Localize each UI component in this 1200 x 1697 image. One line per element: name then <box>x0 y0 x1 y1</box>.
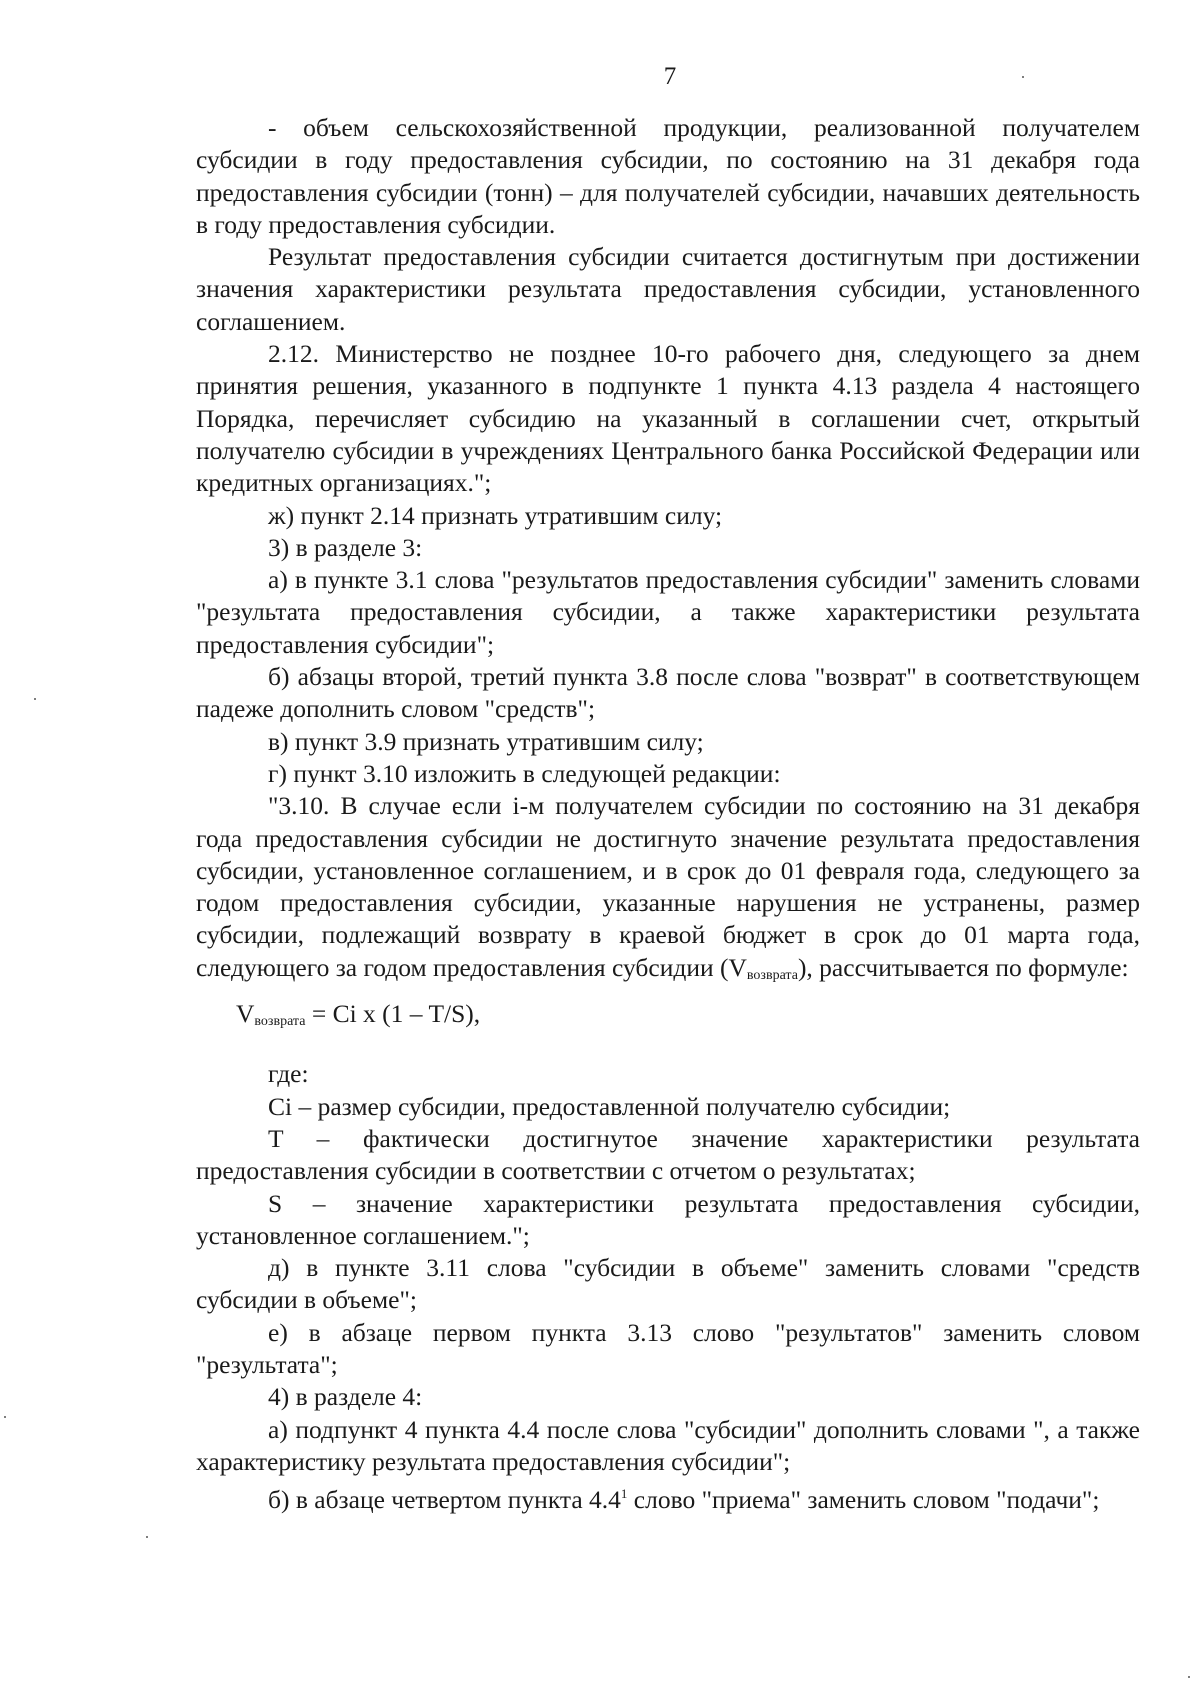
paragraph-3-10-text: "3.10. В случае если i-м получателем субсидии по состоянию на 31 декабря года предоставления субсидии не достигнуто значение результата предоставления субсидии, установленное соглашением, и в срок до 01 февраля года, следующего за годом предоставления субсидии, указанные нарушения не устранены, размер субсидии, подлежащий возврату в краевой бюджет в срок до 01 марта года, следующего за годом предоставления субсидии (V <box>196 791 1140 982</box>
paragraph-3e: е) в абзаце первом пункта 3.13 слово "результатов" заменить словом "результата"; <box>196 1317 1140 1379</box>
formula-rest: = Ci x (1 – T/S), <box>305 999 481 1029</box>
paragraph-result: Результат предоставления субсидии считается достигнутым при достижении значения характеристики результата предоставления субсидии, установленного соглашением. <box>196 242 1140 336</box>
paragraph-4b-after: слово "приема" заменить словом "подачи"; <box>627 1485 1100 1515</box>
paragraph-section-3: 3) в разделе 3: <box>268 532 423 562</box>
paragraph-t: T – фактически достигнутое значение характеристики результата предоставления субсидии в соответствии с отчетом о результатах; <box>196 1123 1140 1186</box>
paragraph-3-10 <box>196 790 1140 992</box>
paragraph-3v: в) пункт 3.9 признать утратившим силу; <box>268 726 704 756</box>
scan-speck <box>4 1416 6 1418</box>
paragraph-section-4: 4) в разделе 4: <box>268 1382 423 1412</box>
paragraph-3g: г) пункт 3.10 изложить в следующей редакции: <box>268 758 781 788</box>
paragraph-2-12: 2.12. Министерство не позднее 10-го рабочего дня, следующего за днем принятия решения, указанного в подпункте 1 пункта 4.13 раздела 4 настоящего Порядка, перечисляет субсидию на указанный в соглашении счет, открытый получателю субсидии в учреждениях Центрального банка Российской Федерации или кредитных организациях."; <box>196 339 1140 498</box>
paragraph-3a: а) в пункте 3.1 слова "результатов предоставления субсидии" заменить словами "результата предоставления субсидии, а также характеристики результата предоставления субсидии"; <box>196 565 1140 659</box>
superscript-1: 1 <box>620 1486 628 1502</box>
paragraph-where: где: <box>268 1059 309 1089</box>
scan-speck <box>1022 76 1024 78</box>
document-body <box>196 112 1140 1516</box>
paragraph-4b <box>196 1478 1140 1516</box>
paragraph-3b: б) абзацы второй, третий пункта 3.8 после слова "возврат" в соответствующем падеже дополнить словом "средств"; <box>196 662 1140 724</box>
paragraph-volume: - объем сельскохозяйственной продукции, реализованной получателем субсидии в году предоставления субсидии, по состоянию на 31 декабря года предоставления субсидии (тонн) – для получателей субсидии, начавших деятельность в году предоставления субсидии. <box>196 113 1140 239</box>
page-number: 7 <box>663 63 677 90</box>
formula-v: V <box>236 999 255 1029</box>
scan-speck <box>146 1536 148 1538</box>
scan-speck <box>1188 1676 1190 1678</box>
formula <box>196 998 1140 1038</box>
paragraph-4b-before: б) в абзаце четвертом пункта 4.4 <box>268 1485 621 1515</box>
paragraph-3d: д) в пункте 3.11 слова "субсидии в объеме" заменить словами "средств субсидии в объеме"; <box>196 1253 1140 1315</box>
subscript-vozvrata: возврата <box>746 967 798 983</box>
scan-speck <box>34 698 36 700</box>
formula-subscript: возврата <box>254 1014 306 1030</box>
paragraph-3-10-tail: ), рассчитывается по формуле: <box>797 952 1129 982</box>
paragraph-ci: Ci – размер субсидии, предоставленной получателю субсидии; <box>268 1091 951 1121</box>
paragraph-4a: а) подпункт 4 пункта 4.4 после слова "субсидии" дополнить словами ", а также характеристику результата предоставления субсидии"; <box>196 1414 1140 1476</box>
paragraph-s: S – значение характеристики результата предоставления субсидии, установленное соглашением."; <box>196 1188 1140 1250</box>
paragraph-zh: ж) пункт 2.14 признать утратившим силу; <box>268 500 723 530</box>
